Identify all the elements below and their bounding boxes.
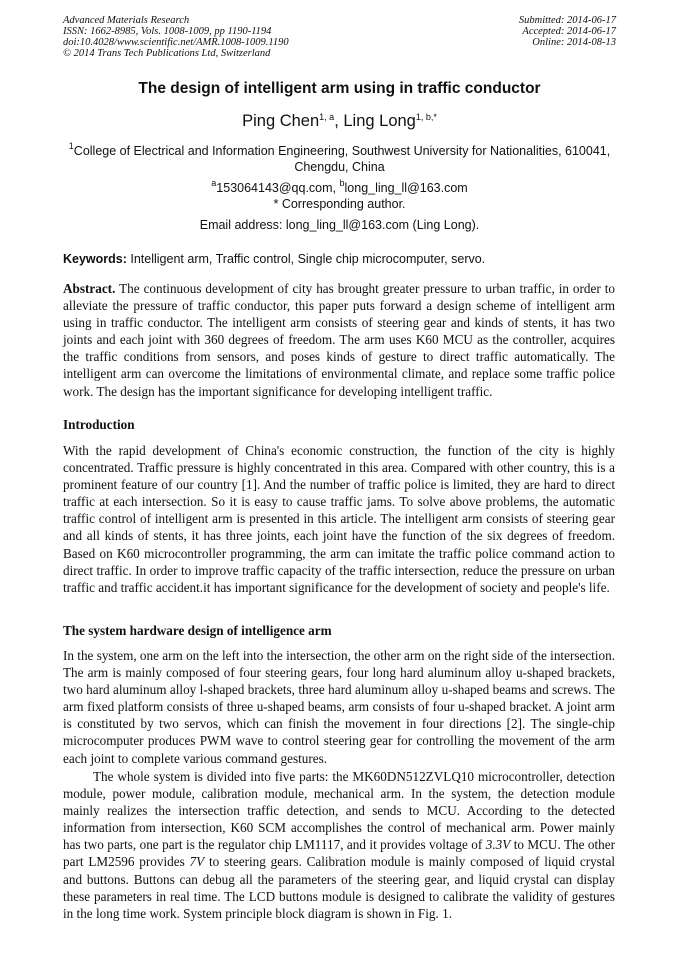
author-separator: , [334, 112, 344, 130]
corresponding-note: * Corresponding author. [273, 197, 406, 211]
hardware-paragraph-2 [63, 768, 615, 922]
journal-doi: doi:10.4028/www.scientific.net/AMR.1008-1009.1190 [63, 37, 289, 48]
hardware-paragraph-1: In the system, one arm on the left into the intersection, the other arm on the right side of the intersection. The arm is mainly composed of four steering gears, four long hard aluminum alloy u-shaped brackets, two hard aluminum alloy l-shaped brackets, three hard aluminum alloy u-shaped beams and screws. The arm fixed platform consists of three u-shaped beams, arm consists of four u-shaped bracket. A joint arm is constituted by two servos, which can finish the movement in four directions [2]. The single-chip microcomputer produces PWM wave to control steering gear for controlling the movement of the arm each joint to complete various command gestures. [63, 648, 615, 766]
author-line [63, 112, 616, 131]
affiliation-line: College of Electrical and Information Engineering, Southwest University for Nationalities, 610041, [73, 144, 611, 158]
journal-issn: ISSN: 1662-8985, Vols. 1008-1009, pp 1190-1194 [63, 26, 272, 37]
email-superscript: b [339, 178, 345, 188]
accepted-date: Accepted: 2014-06-17 [522, 26, 616, 37]
author-superscript: 1, b,* [415, 112, 437, 122]
online-date: Online: 2014-08-13 [532, 37, 616, 48]
hardware-text: to steering gears. Calibration module is mainly composed of liquid crystal and buttons. Buttons can debug all the parameters of the steering gear, and liquid crystal can display these parameters in real time. The LCD buttons module is designed to calibrate the validity of gestures in the long time work. System principle block diagram is shown in Fig. 1. [63, 854, 615, 921]
affiliation-superscript: 1 [68, 141, 74, 151]
author-emails [63, 175, 616, 196]
section-heading-hardware: The system hardware design of intelligence arm [63, 623, 332, 638]
email-link[interactable]: long_ling_ll@163.com [344, 181, 468, 195]
publication-dates [519, 15, 616, 48]
hardware-text: to MCU. The other part LM2596 provides [63, 837, 615, 870]
keywords-label: Keywords: [63, 252, 127, 266]
affiliation [63, 138, 616, 175]
voltage-value: 3.3V [485, 837, 511, 853]
section-heading-introduction: Introduction [63, 417, 135, 432]
abstract-label: Abstract. [63, 281, 116, 296]
affiliation-city: Chengdu, China [294, 160, 385, 174]
voltage-value: 7V [189, 854, 205, 870]
journal-name: Advanced Materials Research [63, 15, 190, 26]
keywords [63, 252, 485, 266]
introduction-text: With the rapid development of China's economic construction, the function of the city is highly concentrated. Traffic pressure is highly concentrated in this area. Compared with other country, this is a prominent feature of our country [1]. And the number of traffic police is limited, they are hard to direct traffic at each intersection. So it is easy to cause traffic jams. To solve above problems, the automatic traffic control of intelligent arm is presented in this article. The intelligent arm consists of steering gear and all kinds of stents, it has three joints, each joint have the function of the six degrees of freedom. Based on K60 microcontroller programming, the arm can imitate the traffic police command action to direct traffic. In order to improve traffic capacity of the traffic intersection, reduce the pressure on urban traffic and traffic accident.it has important significance for the development of society and people's life. [63, 443, 615, 595]
abstract-text: The continuous development of city has brought greater pressure to urban traffic, in order to alleviate the pressure of traffic conductor, this paper puts forward a design scheme of intelligent arm using in traffic conductor. The intelligent arm consists of steering gear and kinds of stents, it has two joints and each joint with 360 degrees of freedom. The arm uses K60 MCU as the controller, acquires the traffic conditions from sensors, and poses kinds of gesture to direct traffic automatically. The intelligent arm can overcome the limitations of environmental climate, and replace some traffic police work. The design has the important significance for developing intelligent traffic. [63, 281, 615, 399]
author-superscript: 1, a [319, 112, 335, 122]
submitted-date: Submitted: 2014-06-17 [518, 15, 616, 26]
keywords-text: Intelligent arm, Traffic control, Single chip microcomputer, servo. [126, 252, 486, 266]
abstract [63, 280, 615, 400]
journal-copyright: © 2014 Trans Tech Publications Ltd, Switzerland [63, 48, 271, 59]
author-name: Ping Chen [242, 112, 320, 130]
journal-info [63, 15, 289, 59]
hardware-text: The whole system is divided into five parts: the MK60DN512ZVLQ10 microcontroller, detection module, power module, calibration module, mechanical arm. In the system, the detection module mainly realizes the intersection traffic detection, and sends to MCU. According to the detected information from intersection, K60 SCM accomplishes the control of mechanical arm. Power mainly has two parts, one part is the regulator chip LM1117, and it provides voltage of [63, 769, 615, 853]
email-address: Email address: long_ling_ll@163.com (Ling Long). [199, 218, 480, 232]
email-link[interactable]: 153064143@qq.com, [216, 181, 340, 195]
paper-title: The design of intelligent arm using in traffic conductor [138, 80, 541, 97]
email-superscript: a [211, 178, 217, 188]
author-name: Ling Long [343, 112, 416, 130]
